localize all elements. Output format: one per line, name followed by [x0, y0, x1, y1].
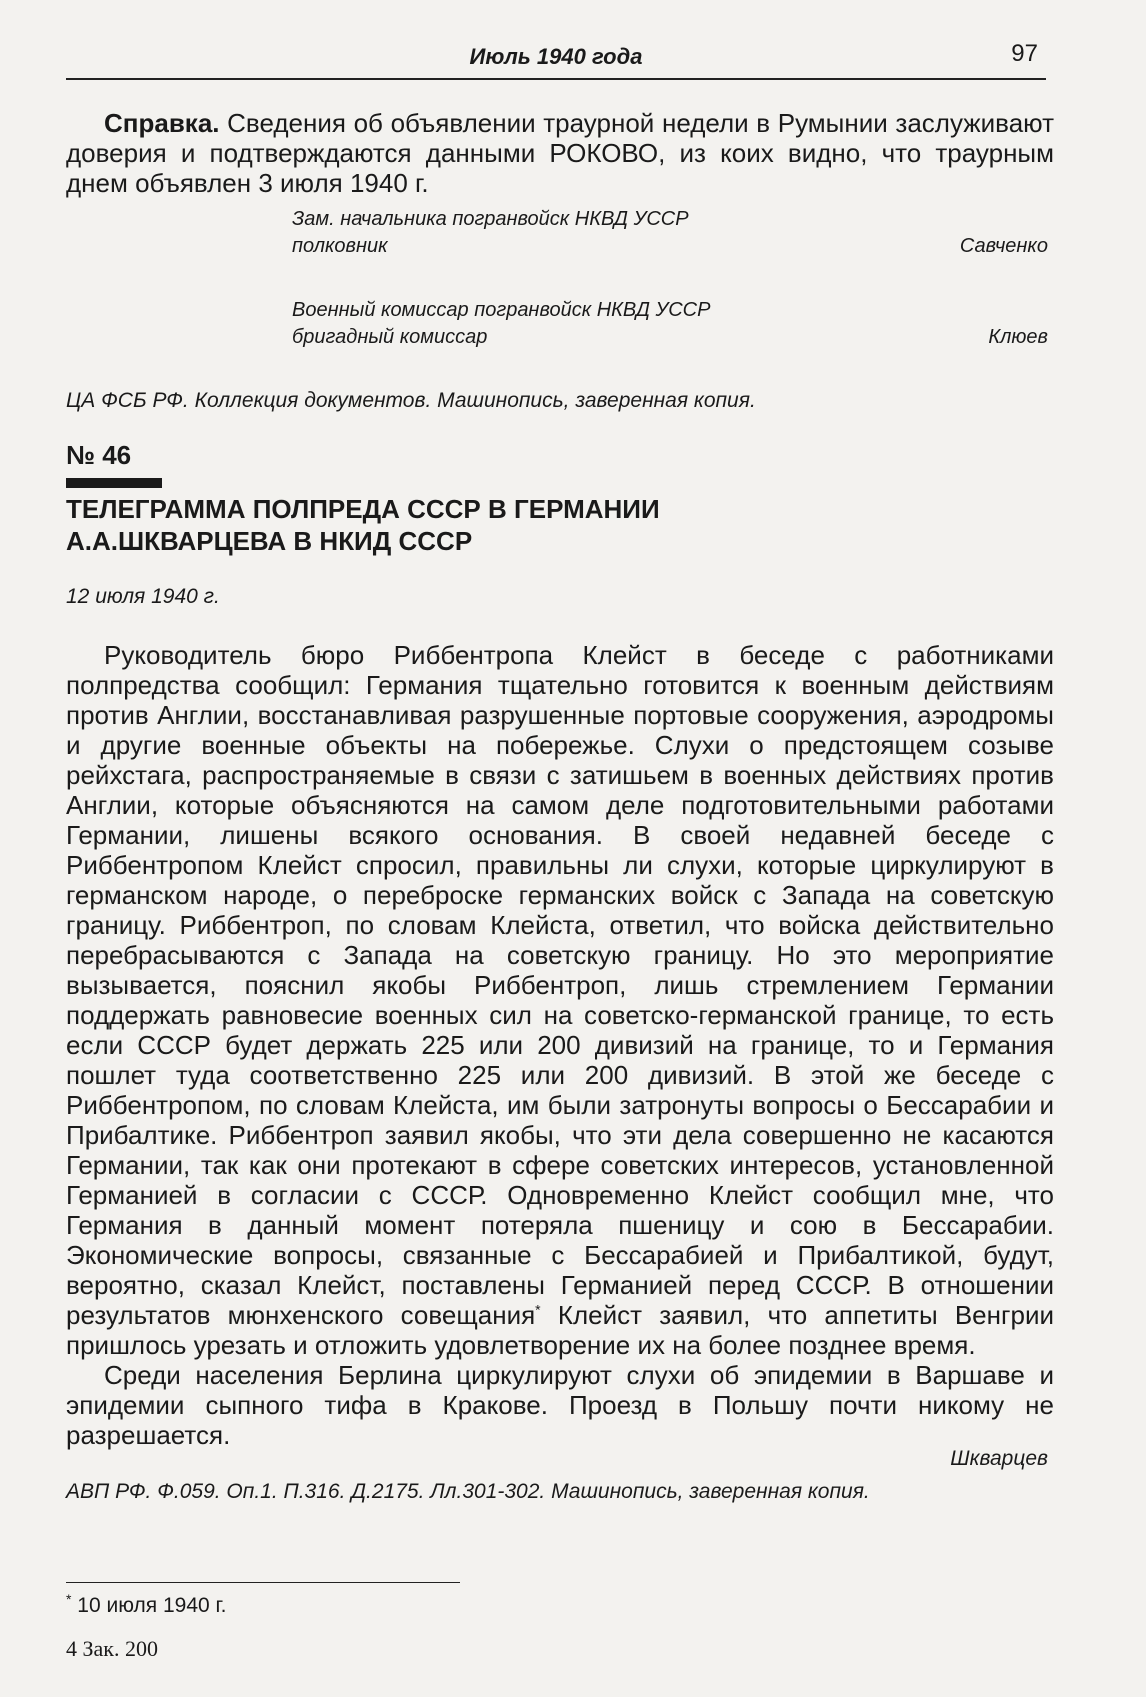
signature-klyuev — [66, 297, 1048, 357]
signature-rank: бригадный комиссар — [292, 326, 488, 348]
footnote-marker: * — [66, 1591, 72, 1607]
reference-note — [66, 108, 1054, 198]
signature-position: Зам. начальника погранвойск НКВД УССР — [292, 208, 689, 230]
note-text: Сведения об объявлении траурной недели в Румынии заслуживают доверия и подтверждаются данными РОКОВО, из коих видно, что траурным днем объявлен 3 июля 1940 г. — [66, 108, 1054, 198]
document-date: 12 июля 1940 г. — [66, 585, 220, 608]
paragraph: Руководитель бюро Риббентропа Клейст в беседе с работниками полпредства сообщил: Германия тщательно готовится к военным действиям против Англии, восстанавливая разрушенные портовые сооружения, аэродромы и другие военные объекты на побережье. Слухи о предстоящем созыве рейхстага, распространяемые в связи с затишьем в военных действиях против Англии, которые объясняются на самом деле подготовительными работами Германии, лишены всякого основания. В своей недавней беседе с Риббентропом Клейст спросил, правильны ли слухи, которые циркулируют в германском народе, о переброске германских войск с Запада на советскую границу. Риббентроп, по словам Клейста, ответил, что войска действительно перебрасываются с Запада на советскую границу. Но это мероприятие вызывается, пояснил якобы Риббентроп, лишь стремлением Германии поддержать равновесие военных сил на советско-германской границе, то есть если СССР будет держать 225 или 200 дивизий на границе, то и Германия пошлет туда соответственно 225 или 200 дивизий. В этой же беседе с Риббентропом, по словам Клейста, им были затронуты вопросы о Бессарабии и Прибалтике. Риббентроп заявил якобы, что эти дела совершенно не касаются Германии, так как они протекают в сфере советских интересов, установленной Германией в согласии с СССР. Одновременно Клейст сообщил мне, что Германия в данный момент потеряла пшеницу и сою в Бессарабии. Экономические вопросы, связанные с Бессарабией и Прибалтикой, будут, вероятно, сказал Клейст, поставлены Германией перед СССР. В отношении результатов мюнхенского совещания* Клейст заявил, что аппетиты Венгрии пришлось урезать и отложить удовлетворение их на более позднее время. — [66, 640, 1054, 1360]
signature-position: Военный комиссар погранвойск НКВД УССР — [292, 299, 711, 321]
telegram-signature: Шкварцев — [950, 1447, 1048, 1470]
title-line: ТЕЛЕГРАММА ПОЛПРЕДА СССР В ГЕРМАНИИ — [66, 494, 660, 524]
signature-savchenko — [66, 206, 1048, 266]
page-number: 97 — [1011, 40, 1038, 67]
telegram-body — [66, 640, 1054, 1450]
title-line: А.А.ШКВАРЦЕВА В НКИД СССР — [66, 526, 473, 556]
running-title: Июль 1940 года — [469, 44, 643, 69]
footnote-ref: * — [535, 1301, 541, 1318]
paragraph: Среди населения Берлина циркулируют слухи об эпидемии в Варшаве и эпидемии сыпного тифа в Кракове. Проезд в Польшу почти никому не разрешается. — [66, 1360, 1054, 1450]
signature-name: Клюев — [988, 326, 1048, 348]
print-mark: 4 Зак. 200 — [66, 1636, 158, 1661]
archive-source: АВП РФ. Ф.059. Оп.1. П.316. Д.2175. Лл.301-302. Машинопись, заверенная копия. — [66, 1480, 870, 1503]
footnote-text: 10 июля 1940 г. — [71, 1594, 227, 1617]
signature-name: Савченко — [959, 235, 1048, 257]
archive-source-top: ЦА ФСБ РФ. Коллекция документов. Машинопись, заверенная копия. — [66, 389, 756, 412]
number-bar — [66, 478, 162, 488]
footnote-divider — [66, 1582, 460, 1583]
running-header — [66, 38, 1046, 80]
note-label: Справка. — [104, 108, 220, 138]
document-number: № 46 — [66, 440, 132, 470]
document-title — [66, 493, 866, 557]
signature-rank: полковник — [292, 235, 388, 257]
footnote — [66, 1591, 226, 1618]
